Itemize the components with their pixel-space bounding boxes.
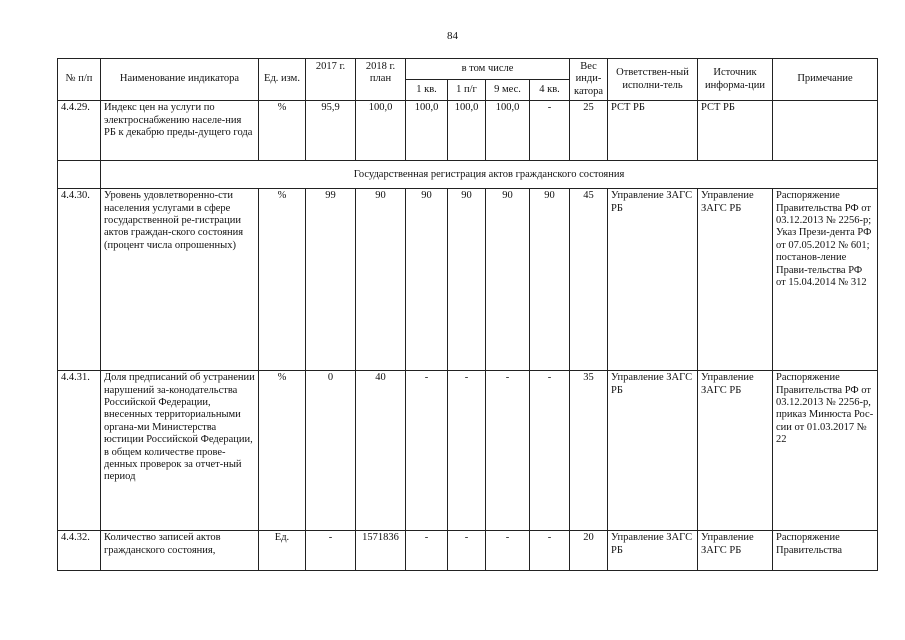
row-resp: Управление ЗАГС РБ (608, 371, 698, 531)
row-resp: Управление ЗАГС РБ (608, 189, 698, 371)
row-name: Уровень удовлетворенно-сти населения услугами в сфере государственной ре-гистрации актов граждан-ского состояния (процент числа опрошенных) (101, 189, 259, 371)
row-2018: 90 (356, 189, 406, 371)
row-resp: Управление ЗАГС РБ (608, 531, 698, 571)
row-q4: - (530, 371, 570, 531)
row-unit: % (259, 189, 306, 371)
row-9m: 100,0 (486, 101, 530, 161)
col-9m-header: 9 мес. (486, 80, 530, 101)
col-weight-header: Вес инди-катора (570, 59, 608, 101)
row-weight: 45 (570, 189, 608, 371)
page-number: 84 (447, 30, 458, 42)
col-unit-header: Ед. изм. (259, 59, 306, 101)
row-2017: 95,9 (306, 101, 356, 161)
col-q1-header: 1 кв. (406, 80, 448, 101)
row-q1: 90 (406, 189, 448, 371)
row-h1: - (448, 371, 486, 531)
table-row (58, 189, 878, 371)
row-num: 4.4.29. (58, 101, 101, 161)
row-note: Распоряжение Правительства (773, 531, 878, 571)
row-note: Распоряжение Правительства РФ от 03.12.2013 № 2256-р, приказ Минюста Рос-сии от 01.03.2017 № 22 (773, 371, 878, 531)
row-q4: - (530, 531, 570, 571)
row-num: 4.4.30. (58, 189, 101, 371)
table-row (58, 531, 878, 571)
row-num: 4.4.32. (58, 531, 101, 571)
col-source-header: Источник информа-ции (698, 59, 773, 101)
row-h1: - (448, 531, 486, 571)
row-unit: % (259, 371, 306, 531)
row-h1: 90 (448, 189, 486, 371)
col-2017-header: 2017 г. (306, 59, 356, 101)
row-name: Доля предписаний об устранении нарушений за-конодательства Российской Федерации, внесенных территориальными органа-ми Министерства юстиции Российской Федерации, в общем количестве прове-денных проверок за отчет-ный период (101, 371, 259, 531)
row-num: 4.4.31. (58, 371, 101, 531)
section-row (58, 161, 878, 189)
row-2018: 1571836 (356, 531, 406, 571)
col-2018-header: 2018 г. план (356, 59, 406, 101)
header-row-1 (58, 59, 878, 80)
row-weight: 35 (570, 371, 608, 531)
row-weight: 25 (570, 101, 608, 161)
row-note: Распоряжение Правительства РФ от 03.12.2013 № 2256-р; Указ Прези-дента РФ от 07.05.2012 № 601; постанов-ление Прави-тельства РФ от 15.04.2014 № 312 (773, 189, 878, 371)
table-row (58, 101, 878, 161)
row-2018: 40 (356, 371, 406, 531)
row-2017: 99 (306, 189, 356, 371)
col-num-header: № п/п (58, 59, 101, 101)
col-note-header: Примечание (773, 59, 878, 101)
row-name: Количество записей актов гражданского состояния, (101, 531, 259, 571)
row-9m: - (486, 371, 530, 531)
row-2018: 100,0 (356, 101, 406, 161)
section-empty-cell (58, 161, 101, 189)
row-source: РСТ РБ (698, 101, 773, 161)
row-weight: 20 (570, 531, 608, 571)
row-note (773, 101, 878, 161)
section-title: Государственная регистрация актов гражданского состояния (101, 161, 878, 189)
row-q1: 100,0 (406, 101, 448, 161)
row-unit: % (259, 101, 306, 161)
row-2017: - (306, 531, 356, 571)
row-q4: - (530, 101, 570, 161)
col-resp-header: Ответствен-ный исполни-тель (608, 59, 698, 101)
row-source: Управление ЗАГС РБ (698, 189, 773, 371)
col-name-header: Наименование индикатора (101, 59, 259, 101)
row-source: Управление ЗАГС РБ (698, 531, 773, 571)
row-q1: - (406, 531, 448, 571)
row-2017: 0 (306, 371, 356, 531)
row-q4: 90 (530, 189, 570, 371)
row-q1: - (406, 371, 448, 531)
row-resp: РСТ РБ (608, 101, 698, 161)
row-h1: 100,0 (448, 101, 486, 161)
table-row (58, 371, 878, 531)
row-name: Индекс цен на услуги по электроснабжению населе-ния РБ к декабрю преды-дущего года (101, 101, 259, 161)
col-q4-header: 4 кв. (530, 80, 570, 101)
row-source: Управление ЗАГС РБ (698, 371, 773, 531)
indicator-table (57, 58, 878, 571)
row-9m: - (486, 531, 530, 571)
row-unit: Ед. (259, 531, 306, 571)
col-incl-header: в том числе (406, 59, 570, 80)
col-h1-header: 1 п/г (448, 80, 486, 101)
row-9m: 90 (486, 189, 530, 371)
